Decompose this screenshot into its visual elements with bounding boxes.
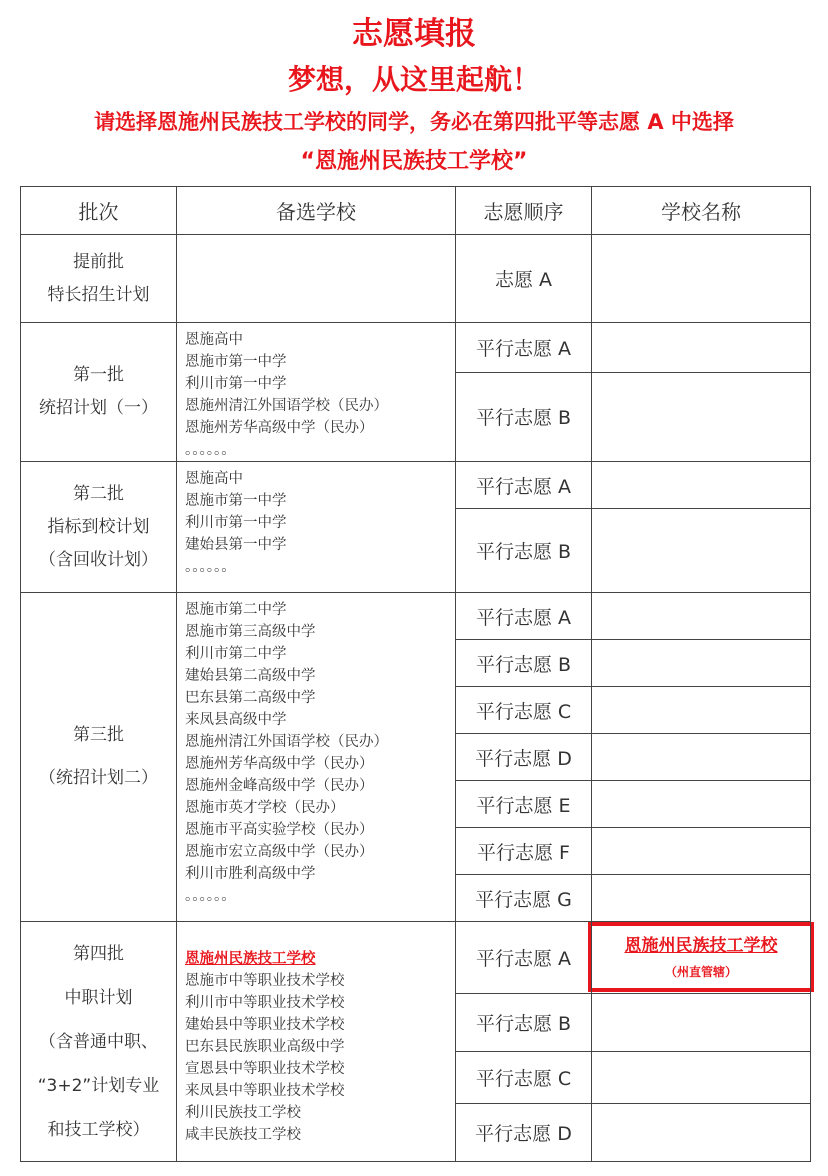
col-order: 志愿顺序: [456, 187, 592, 235]
order-cell: 平行志愿 C: [456, 687, 592, 734]
school-name-input[interactable]: [592, 687, 811, 734]
list-item: 恩施市第二中学: [185, 602, 287, 618]
selected-school-note: （州直管辖）: [664, 965, 737, 979]
order-cell: 平行志愿 F: [456, 828, 592, 875]
page-subtitle: 梦想，从这里起航！: [287, 63, 540, 96]
order-cell: 平行志愿 B: [456, 509, 592, 593]
batch-label: 第三批: [73, 725, 124, 745]
col-schools: 备选学校: [177, 187, 456, 235]
list-item: 恩施州芳华高级中学（民办）: [185, 420, 374, 436]
batch-label: 第二批: [73, 483, 124, 504]
school-name-input[interactable]: [592, 875, 811, 922]
batch-label: 指标到校计划: [47, 516, 150, 537]
notice-line-2: “恩施州民族技工学校”: [300, 149, 528, 174]
list-item: 来凤县高级中学: [185, 712, 287, 728]
order-cell: 平行志愿 B: [456, 994, 592, 1052]
batch-fourth: [21, 922, 177, 1162]
schools-fourth: [177, 922, 456, 1162]
list-item: 恩施市英才学校（民办）: [185, 800, 345, 816]
list-item: 恩施市第三高级中学: [185, 624, 316, 640]
school-name-input[interactable]: [592, 828, 811, 875]
batch-label: 提前批: [73, 251, 124, 272]
list-item: 恩施市中等职业技术学校: [185, 973, 345, 989]
application-table: [20, 186, 811, 1162]
batch-label: 中职计划: [64, 987, 133, 1008]
order-cell: 平行志愿 A: [456, 462, 592, 509]
list-item: 恩施州金峰高级中学（民办）: [185, 778, 374, 794]
school-name-selected[interactable]: [592, 922, 811, 994]
list-item: 建始县中等职业技术学校: [185, 1017, 345, 1033]
order-cell: 平行志愿 B: [456, 640, 592, 687]
list-item: 恩施州清江外国语学校（民办）: [185, 734, 388, 750]
notice-line-1: 请选择恩施州民族技工学校的同学，务必在第四批平等志愿 A 中选择: [94, 110, 734, 134]
batch-third: [21, 593, 177, 922]
list-item: 恩施市平高实验学校（民办）: [185, 822, 374, 838]
batch-label: （统招计划二）: [39, 768, 158, 788]
table-row: [21, 462, 811, 509]
schools-third: [177, 593, 456, 922]
list-item: 恩施高中: [185, 471, 243, 487]
list-item: 利川市第二中学: [185, 646, 287, 662]
list-item: 建始县第二高级中学: [185, 668, 316, 684]
order-cell: 平行志愿 C: [456, 1052, 592, 1104]
schools-early: [177, 235, 456, 323]
batch-label: （含回收计划）: [39, 549, 158, 570]
list-item: 恩施州芳华高级中学（民办）: [185, 756, 374, 772]
table-row: [21, 323, 811, 373]
school-name-input[interactable]: [592, 781, 811, 828]
list-item: 宣恩县中等职业技术学校: [185, 1061, 345, 1077]
list-item: 恩施州清江外国语学校（民办）: [185, 398, 388, 414]
list-item: 巴东县民族职业高级中学: [185, 1039, 345, 1055]
school-name-input[interactable]: [592, 640, 811, 687]
list-item: 恩施高中: [185, 332, 243, 348]
table-row: [21, 922, 811, 994]
list-item: 。。。。。。: [185, 442, 236, 458]
order-cell: 志愿 A: [456, 235, 592, 323]
order-cell: 平行志愿 G: [456, 875, 592, 922]
list-item: 。。。。。。: [185, 888, 236, 904]
list-item: 利川市第一中学: [185, 515, 287, 531]
list-item: 恩施市第一中学: [185, 354, 287, 370]
batch-label: 和技工学校）: [47, 1119, 150, 1140]
list-item: 建始县第一中学: [185, 537, 287, 553]
header-row: [21, 187, 811, 235]
batch-label: 第四批: [73, 943, 124, 964]
list-item: 利川民族技工学校: [185, 1105, 301, 1121]
school-name-input[interactable]: [592, 235, 811, 323]
order-cell: 平行志愿 A: [456, 922, 592, 994]
batch-label: 第一批: [73, 365, 124, 385]
selected-school-box: [588, 922, 814, 992]
highlight-school: 恩施州民族技工学校: [185, 951, 316, 967]
page-title: 志愿填报: [352, 16, 476, 52]
order-cell: 平行志愿 B: [456, 372, 592, 461]
list-item: 恩施市第一中学: [185, 493, 287, 509]
batch-label: 统招计划（一）: [39, 398, 158, 418]
school-name-input[interactable]: [592, 372, 811, 461]
schools-second: [177, 462, 456, 593]
batch-second: [21, 462, 177, 593]
schools-first: [177, 323, 456, 462]
order-cell: 平行志愿 D: [456, 1104, 592, 1162]
school-name-input[interactable]: [592, 1052, 811, 1104]
batch-first: [21, 323, 177, 462]
school-name-input[interactable]: [592, 1104, 811, 1162]
school-name-input[interactable]: [592, 462, 811, 509]
table-row: [21, 235, 811, 323]
batch-label: 特长招生计划: [47, 284, 150, 305]
list-item: 利川市中等职业技术学校: [185, 995, 345, 1011]
order-cell: 平行志愿 A: [456, 593, 592, 640]
school-name-input[interactable]: [592, 593, 811, 640]
list-item: 恩施市宏立高级中学（民办）: [185, 844, 374, 860]
table-row: [21, 593, 811, 640]
order-cell: 平行志愿 A: [456, 323, 592, 373]
order-cell: 平行志愿 E: [456, 781, 592, 828]
batch-label: “3+2”计划专业: [37, 1075, 160, 1096]
list-item: 巴东县第二高级中学: [185, 690, 316, 706]
batch-early: [21, 235, 177, 323]
list-item: 来凤县中等职业技术学校: [185, 1083, 345, 1099]
list-item: 。。。。。。: [185, 559, 236, 575]
order-cell: 平行志愿 D: [456, 734, 592, 781]
list-item: 利川市胜利高级中学: [185, 866, 316, 882]
school-name-input[interactable]: [592, 509, 811, 593]
school-name-input[interactable]: [592, 734, 811, 781]
school-name-input[interactable]: [592, 323, 811, 373]
school-name-input[interactable]: [592, 994, 811, 1052]
col-school-name: 学校名称: [592, 187, 811, 235]
selected-school-name: 恩施州民族技工学校: [624, 936, 778, 956]
batch-label: （含普通中职、: [39, 1031, 158, 1052]
list-item: 利川市第一中学: [185, 376, 287, 392]
list-item: 咸丰民族技工学校: [185, 1127, 301, 1143]
col-batch: 批次: [21, 187, 177, 235]
